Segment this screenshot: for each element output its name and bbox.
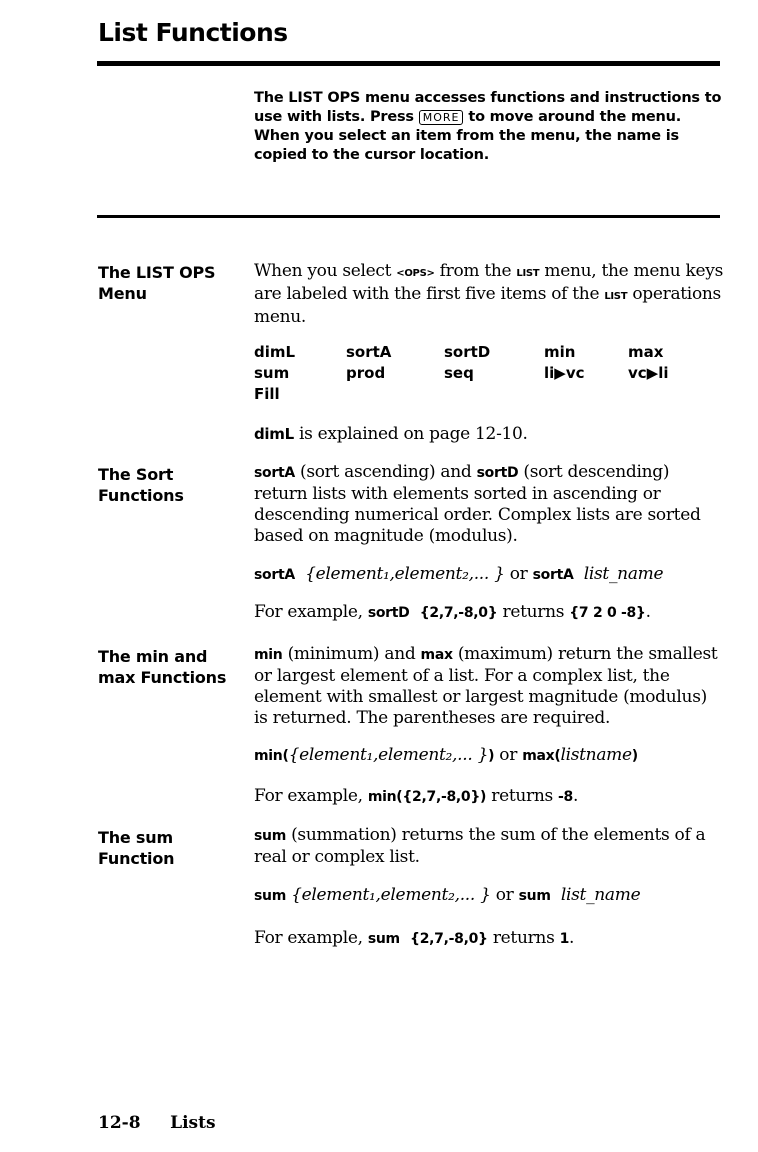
- intro-paragraph: [254, 89, 724, 165]
- sort-paragraph: sortA (sort ascending) and sortD (sort descending) return lists with elements sorted in ascending or descending numerical order. Complex lists are sorted based on magnitude (modulus).: [254, 462, 701, 546]
- menu-item-min: min: [544, 343, 576, 361]
- page-title: List Functions: [98, 18, 288, 47]
- list-label-2: LIST: [604, 291, 628, 302]
- menu-item-fill: Fill: [254, 385, 280, 403]
- min-max-paragraph: min (minimum) and max (maximum) return the smallest or largest element of a list. For a complex list, the element with smallest or largest magnitude (modulus) is returned. The parentheses are required.: [254, 644, 718, 728]
- sum-example: For example, sum {2,7,-8,0} returns 1.: [254, 928, 575, 948]
- intro-text-1: The LIST OPS menu accesses functions and instructions to use with lists. Press: [254, 90, 722, 125]
- title-rule: [97, 61, 720, 66]
- ops-label: <OPS>: [396, 268, 435, 279]
- diml-note: dimL is explained on page 12-10.: [254, 424, 528, 444]
- list-ops-menu: [254, 342, 708, 405]
- menu-item-max: max: [628, 343, 664, 361]
- list-label: LIST: [516, 268, 540, 279]
- menu-item-sortd: sortD: [444, 343, 491, 361]
- sort-syntax: sortA {element₁,element₂,... } or sortA list_name: [254, 564, 664, 584]
- heading-list-ops: The LIST OPS Menu: [98, 263, 216, 303]
- heading-min-max: The min and max Functions: [98, 647, 227, 687]
- menu-item-seq: seq: [444, 364, 474, 382]
- min-max-example: For example, min({2,7,-8,0}) returns -8.: [254, 786, 579, 806]
- page-number: 12-8: [98, 1113, 141, 1133]
- chapter-name: Lists: [170, 1113, 216, 1133]
- heading-sort: The Sort Functions: [98, 465, 184, 505]
- sort-example: For example, sortD {2,7,-8,0} returns {7 2 0 -8}.: [254, 602, 651, 622]
- more-key: MORE: [419, 110, 464, 125]
- menu-item-li-vc: li▶vc: [544, 364, 585, 382]
- menu-item-vc-li: vc▶li: [628, 364, 669, 382]
- sum-syntax: sum {element₁,element₂,... } or sum list_name: [254, 885, 641, 905]
- menu-item-diml: dimL: [254, 343, 296, 361]
- list-ops-paragraph: When you select <OPS> from the LIST menu, the menu keys are labeled with the first five items of the LIST operations menu.: [254, 261, 724, 327]
- menu-item-sorta: sortA: [346, 343, 392, 361]
- page-footer: [98, 1113, 216, 1133]
- heading-sum: The sum Function: [98, 828, 175, 868]
- section-rule: [97, 215, 720, 218]
- menu-item-prod: prod: [346, 364, 386, 382]
- menu-item-sum: sum: [254, 364, 290, 382]
- intro-text-2: to move around the menu. When you select an item from the menu, the name is copied to the cursor location.: [254, 109, 682, 163]
- min-max-syntax: min({element₁,element₂,... }) or max(listname): [254, 745, 638, 765]
- sum-paragraph: sum (summation) returns the sum of the elements of a real or complex list.: [254, 825, 706, 867]
